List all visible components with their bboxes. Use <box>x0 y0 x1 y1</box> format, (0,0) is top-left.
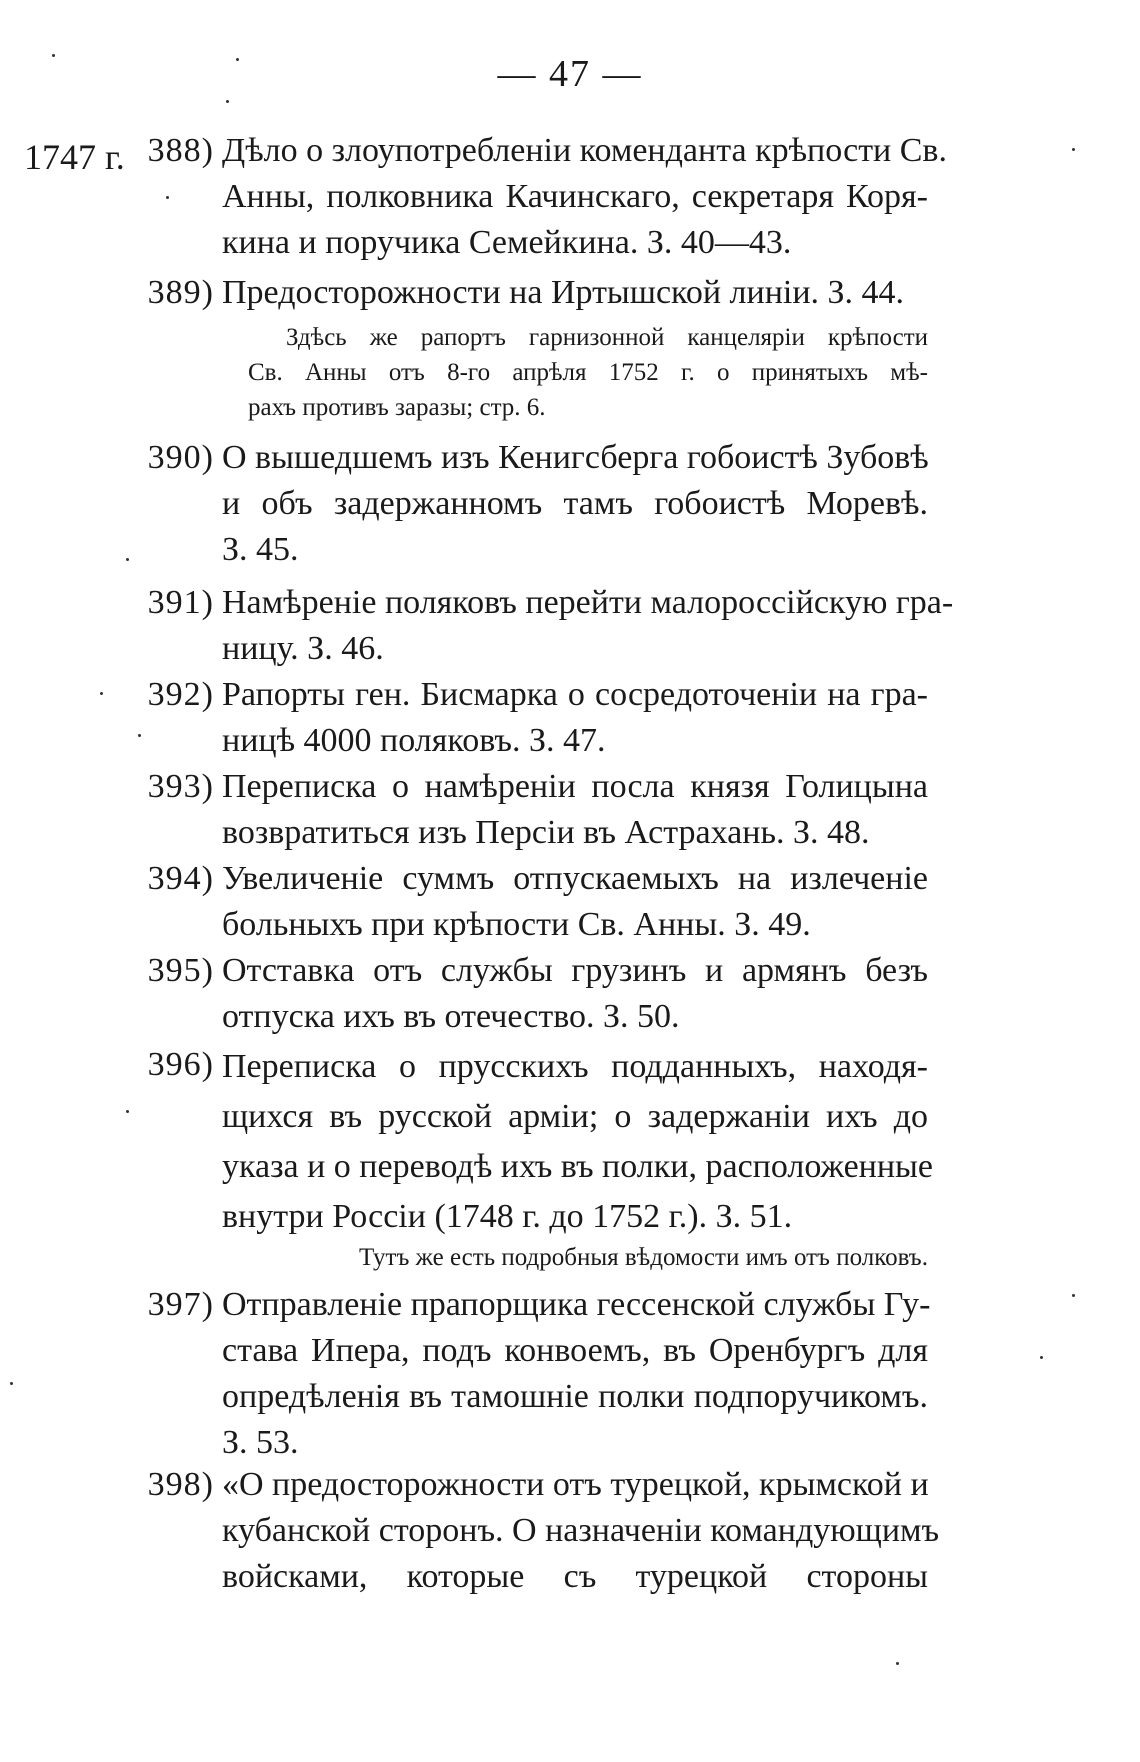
entry-text <box>222 435 928 573</box>
entry-line: внутри Россіи (1748 г. до 1752 г.). З. 51. <box>222 1198 793 1235</box>
scan-speck <box>1040 1356 1043 1359</box>
entry-396-note: Тутъ же есть подробныя вѣдомости имъ отъ полковъ. <box>359 1244 928 1271</box>
entry-text <box>222 1282 931 1466</box>
entry-line: З. 53. <box>222 1424 299 1461</box>
entry-text <box>222 128 947 266</box>
entry-line: щихся въ русской арміи; о задержаніи ихъ до <box>222 1098 928 1135</box>
scan-speck <box>100 692 103 695</box>
entry-line: ницѣ 4000 поляковъ. З. 47. <box>222 722 606 759</box>
scan-speck <box>126 1110 129 1113</box>
entry-line: кина и поручика Семейкина. З. 40—43. <box>222 224 792 261</box>
entry-line: указа и о переводѣ ихъ въ полки, расположенные <box>222 1148 933 1185</box>
entry-text <box>222 580 954 672</box>
entry-line: Рапорты ген. Бисмарка о сосредоточеніи на гра- <box>222 676 928 713</box>
entry-line: войсками, которые съ турецкой стороны <box>222 1558 928 1595</box>
entry-line: Переписка о прусскихъ подданныхъ, находя- <box>222 1048 928 1085</box>
page-number: — 47 — <box>497 53 643 95</box>
entry-line: З. 45. <box>222 531 299 568</box>
entry-text <box>222 856 928 948</box>
scan-speck <box>10 1382 13 1385</box>
entry-number: 396) <box>147 1046 214 1083</box>
scan-speck <box>1072 148 1075 151</box>
entry-number: 389) <box>147 274 214 311</box>
year-marker: 1747 г. <box>24 137 125 177</box>
scan-speck <box>226 100 229 103</box>
entry-line: возвратиться изъ Персіи въ Астрахань. З. 48. <box>222 814 870 851</box>
note-line: Св. Анны отъ 8-го апрѣля 1752 г. о принятыхъ мѣ- <box>248 359 928 386</box>
entry-number: 390) <box>147 439 214 476</box>
entry-line: Увеличеніе суммъ отпускаемыхъ на излеченіе <box>222 860 928 897</box>
entry-line: кубанской сторонъ. О назначеніи командующимъ <box>222 1512 940 1549</box>
note-line: рахъ противъ заразы; стр. 6. <box>248 394 546 421</box>
entry-line: Отправленіе прапорщика гессенской службы Гу- <box>222 1286 931 1323</box>
scan-speck <box>236 58 239 61</box>
entry-number: 388) <box>147 132 214 169</box>
entry-number: 397) <box>147 1286 214 1323</box>
entry-line: и объ задержанномъ тамъ гобоистѣ Моревѣ. <box>222 485 928 522</box>
scan-speck <box>1072 1294 1075 1297</box>
entry-line: больныхъ при крѣпости Св. Анны. З. 49. <box>222 906 811 943</box>
entry-number: 395) <box>147 952 214 989</box>
entry-line: Отставка отъ службы грузинъ и армянъ безъ <box>222 952 928 989</box>
entry-number: 398) <box>147 1466 214 1503</box>
entry-line: Намѣреніе поляковъ перейти малороссійскую гра- <box>222 584 954 621</box>
entry-text <box>222 672 928 764</box>
entry-text <box>222 1462 940 1600</box>
entry-text <box>222 270 928 316</box>
entry-line: отпуска ихъ въ отечество. З. 50. <box>222 998 680 1035</box>
entry-line: Переписка о намѣреніи посла князя Голицына <box>222 768 928 805</box>
entry-number: 392) <box>147 676 214 713</box>
entry-line: «О предосторожности отъ турецкой, крымской и <box>222 1466 929 1503</box>
entry-line: опредѣленія въ тамошніе полки подпоручикомъ. <box>222 1378 928 1415</box>
entry-line: става Ипера, подъ конвоемъ, въ Оренбургъ для <box>222 1332 928 1369</box>
scan-speck <box>896 1662 899 1665</box>
entry-line: Предосторожности на Иртышской линіи. З. 44. <box>222 274 905 311</box>
scan-speck <box>166 196 169 199</box>
entry-text <box>222 948 928 1040</box>
entry-number: 391) <box>147 584 214 621</box>
entry-line: Анны, полковника Качинскаго, секретаря Коря- <box>222 178 928 215</box>
entry-text <box>222 1042 933 1242</box>
entry-number: 393) <box>147 768 214 805</box>
scan-speck <box>52 54 55 57</box>
entry-line: ницу. З. 46. <box>222 630 384 667</box>
entry-number: 394) <box>147 860 214 897</box>
entry-text <box>222 764 928 856</box>
scan-speck <box>126 558 129 561</box>
entry-line: О вышедшемъ изъ Кенигсберга гобоистѣ Зубовѣ <box>222 439 929 476</box>
scan-speck <box>138 734 141 737</box>
entry-389-note <box>248 320 928 425</box>
note-line: Здѣсь же рапортъ гарнизонной канцеляріи крѣпости <box>286 324 928 351</box>
entry-line: Дѣло о злоупотребленіи коменданта крѣпости Св. <box>222 132 947 169</box>
